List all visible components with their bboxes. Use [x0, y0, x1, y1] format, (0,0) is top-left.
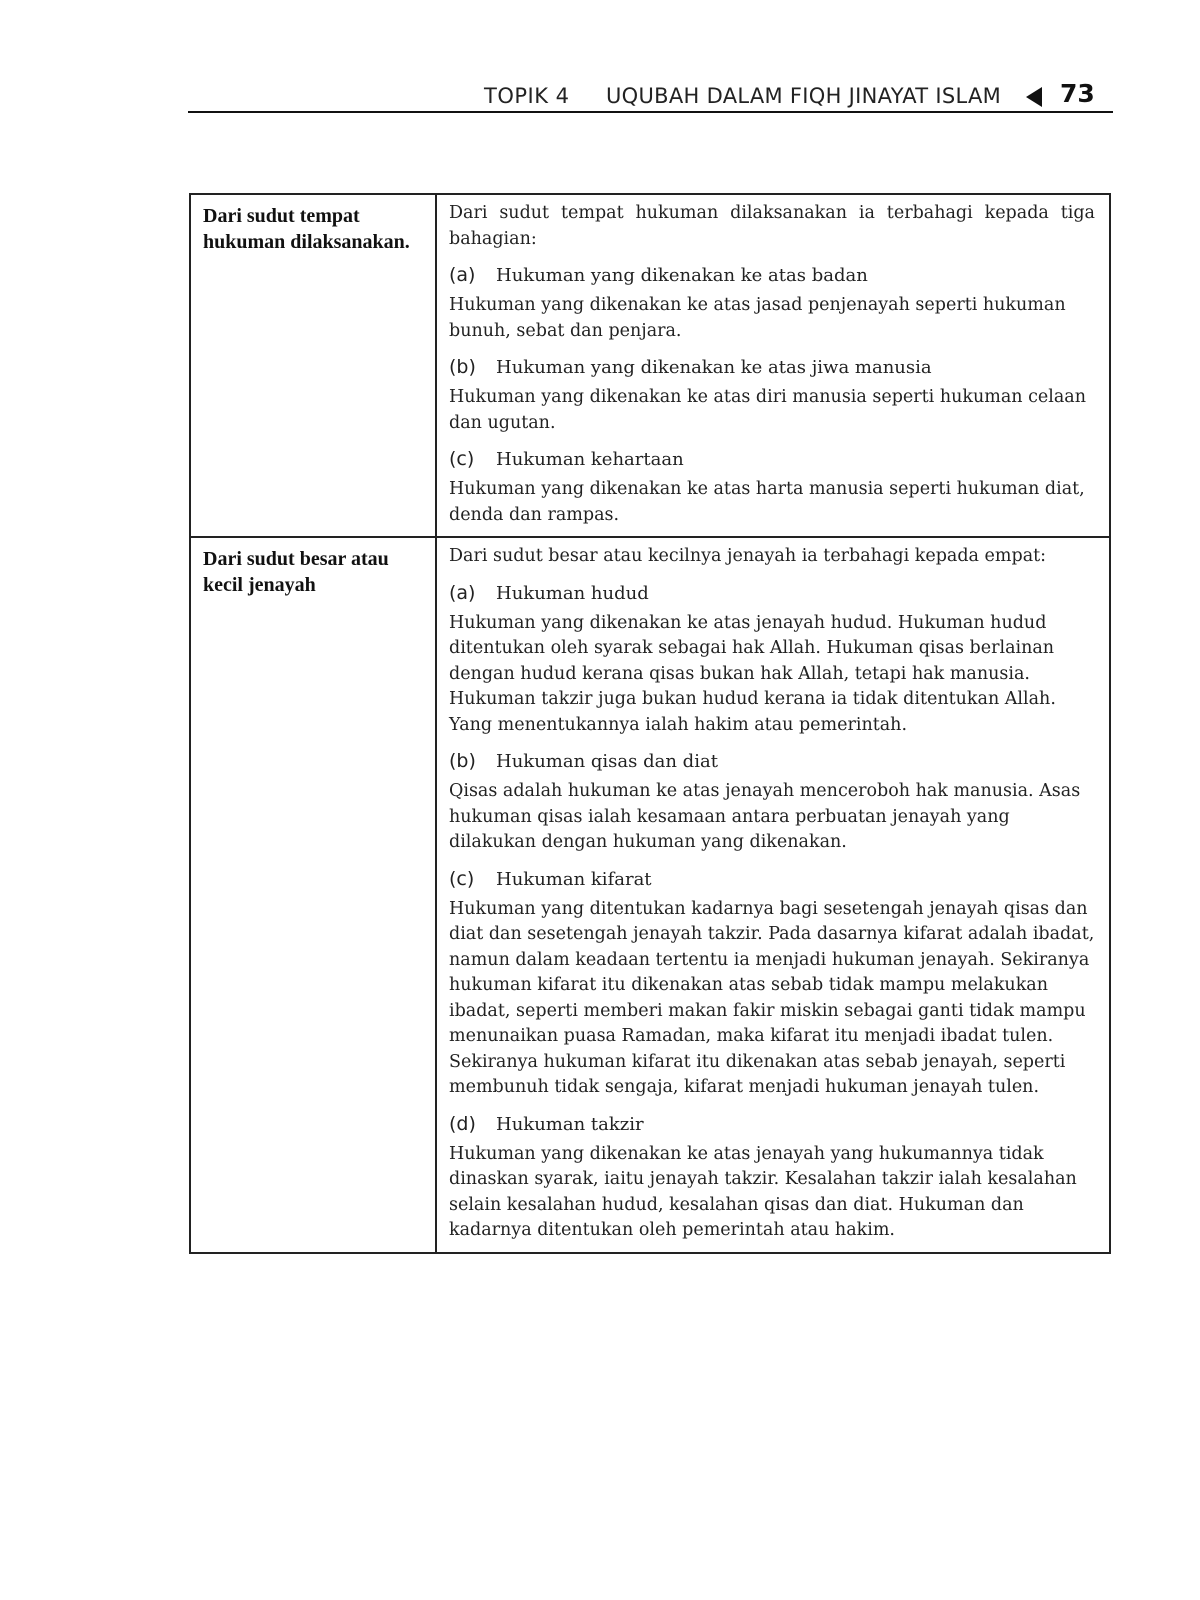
item-title: Hukuman yang dikenakan ke atas badan	[496, 265, 868, 286]
list-item	[449, 866, 1095, 1101]
item-letter: (b)	[449, 750, 476, 772]
page-number: 73	[1060, 79, 1095, 108]
item-title: Hukuman hudud	[496, 582, 649, 604]
classification-table	[189, 193, 1111, 1254]
item-title: Hukuman yang dikenakan ke atas jiwa manusia	[496, 357, 932, 378]
item-letter: (b)	[449, 356, 476, 378]
list-item	[449, 580, 1095, 739]
list-item	[449, 446, 1095, 528]
list-item	[449, 748, 1095, 856]
item-body: Hukuman yang dikenakan ke atas diri manusia seperti hukuman celaan dan ugutan.	[449, 387, 1087, 433]
item-title: Hukuman qisas dan diat	[496, 751, 718, 772]
item-letter: (a)	[449, 264, 476, 286]
row-label: Dari sudut besar atau kecil jenayah	[190, 537, 436, 1253]
row-description	[436, 537, 1110, 1253]
table-row	[190, 537, 1110, 1253]
row-intro: Dari sudut tempat hukuman dilaksanakan ia terbahagi kepada tiga bahagian:	[449, 203, 1095, 249]
list-item	[449, 354, 1095, 436]
item-title: Hukuman takzir	[496, 1113, 644, 1135]
item-title: Hukuman kehartaan	[496, 449, 684, 470]
page-header	[188, 78, 1113, 113]
item-letter: (c)	[449, 867, 475, 890]
header-chapter-title: UQUBAH DALAM FIQH JINAYAT ISLAM	[606, 84, 1002, 108]
item-letter: (c)	[449, 448, 475, 470]
item-body: Hukuman yang dikenakan ke atas jenayah yang hukumannya tidak dinaskan syarak, iaitu jenayah takzir. Kesalahan takzir ialah kesalahan selain kesalahan hudud, kesalahan qisas dan diat. Hukuman dan kadarnya ditentukan oleh pemerintah atau hakim.	[449, 1143, 1077, 1240]
list-item	[449, 1111, 1095, 1244]
item-body: Hukuman yang dikenakan ke atas jasad penjenayah seperti hukuman bunuh, sebat dan penjara.	[449, 295, 1066, 341]
header-topic: TOPIK 4	[484, 84, 570, 108]
item-letter: (d)	[449, 1112, 476, 1135]
triangle-left-icon	[1026, 87, 1042, 107]
item-title: Hukuman kifarat	[496, 868, 652, 890]
item-body: Hukuman yang ditentukan kadarnya bagi sesetengah jenayah qisas dan diat dan sesetengah jenayah takzir. Pada dasarnya kifarat adalah ibadat, namun dalam keadaan tertentu ia menjadi hukuman jenayah. Sekiranya hukuman kifarat itu dikenakan atas sebab tidak mampu melakukan ibadat, seperti memberi makan fakir miskin sebagai ganti tidak mampu menunaikan puasa Ramadan, maka kifarat itu menjadi ibadat tulen. Sekiranya hukuman kifarat itu dikenakan atas sebab jenayah, seperti membunuh tidak sengaja, kifarat menjadi hukuman jenayah tulen.	[449, 898, 1095, 1097]
list-item	[449, 262, 1095, 344]
row-label: Dari sudut tempat hukuman dilaksanakan.	[190, 194, 436, 537]
item-letter: (a)	[449, 581, 476, 604]
row-description	[436, 194, 1110, 537]
table-row	[190, 194, 1110, 537]
item-body: Hukuman yang dikenakan ke atas harta manusia seperti hukuman diat, denda dan rampas.	[449, 479, 1085, 525]
item-body: Hukuman yang dikenakan ke atas jenayah hudud. Hukuman hudud ditentukan oleh syarak sebagai hak Allah. Hukuman qisas berlainan dengan hudud kerana qisas bukan hak Allah, tetapi hak manusia. Hukuman takzir juga bukan hudud kerana ia tidak ditentukan Allah. Yang menentukannya ialah hakim atau pemerintah.	[449, 612, 1056, 735]
item-body: Qisas adalah hukuman ke atas jenayah menceroboh hak manusia. Asas hukuman qisas ialah kesamaan antara perbuatan jenayah yang dilakukan dengan hukuman yang dikenakan.	[449, 781, 1081, 852]
row-intro: Dari sudut besar atau kecilnya jenayah ia terbahagi kepada empat:	[449, 546, 1047, 566]
